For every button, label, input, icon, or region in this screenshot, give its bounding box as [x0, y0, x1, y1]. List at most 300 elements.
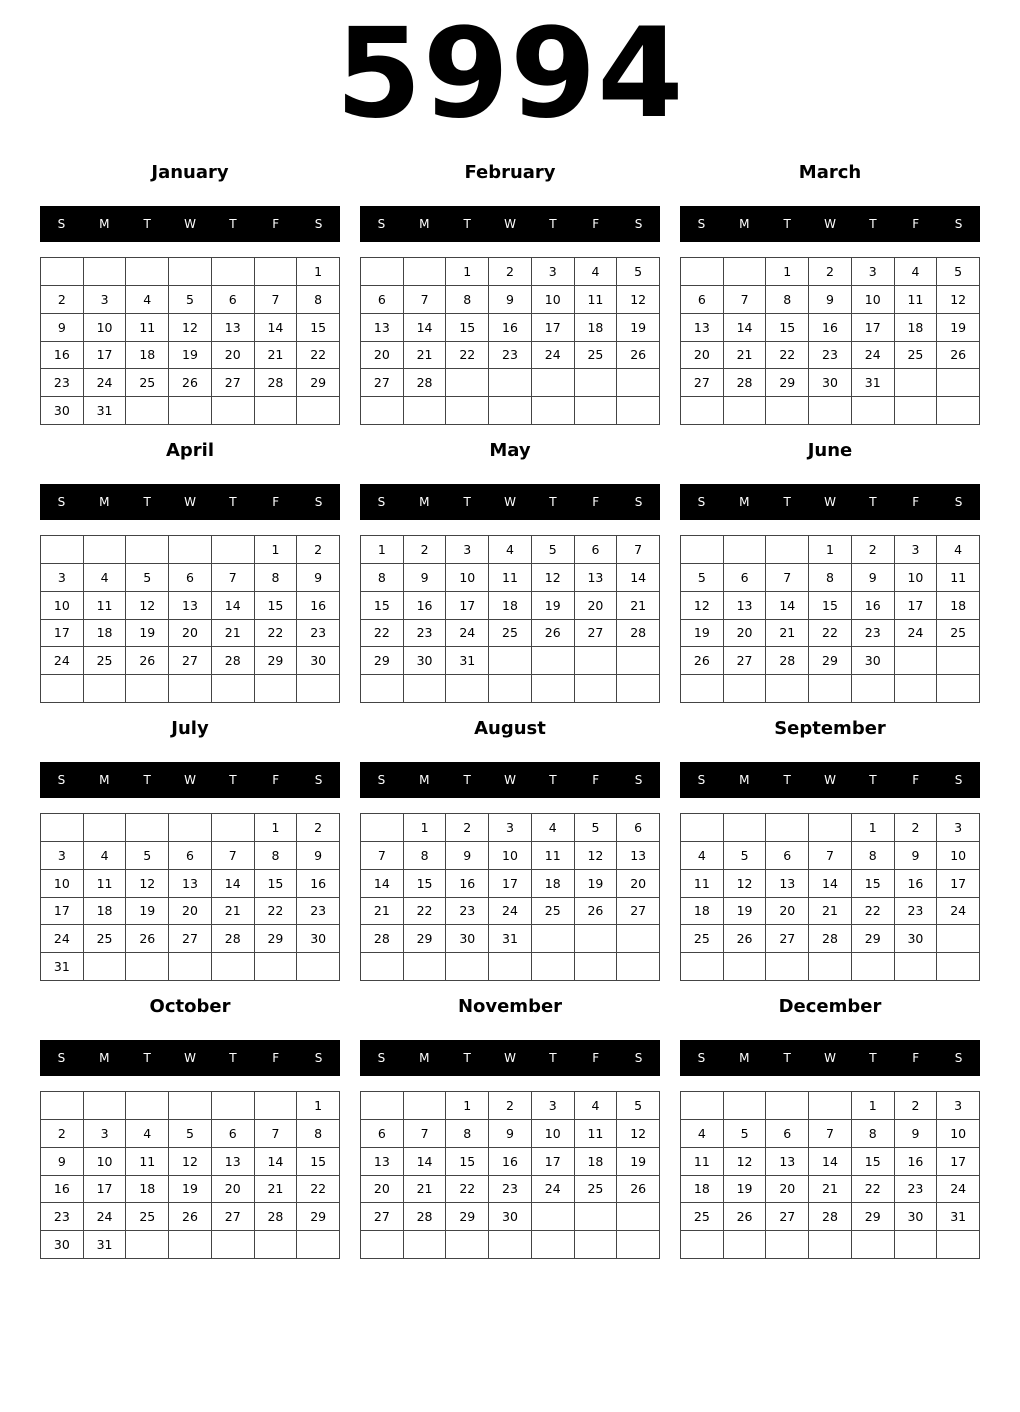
day-cell: 22 — [404, 898, 447, 926]
day-cell — [41, 675, 84, 703]
day-cell: 6 — [361, 1120, 404, 1148]
day-cell: 24 — [41, 925, 84, 953]
day-cell — [489, 647, 532, 675]
day-cell — [575, 647, 618, 675]
day-cell: 3 — [532, 1092, 575, 1120]
weekday-label: S — [634, 773, 643, 787]
day-cell: 9 — [489, 1120, 532, 1148]
day-cell — [126, 397, 169, 425]
day-cell: 14 — [809, 1148, 852, 1176]
day-cell: 10 — [489, 842, 532, 870]
day-cell: 18 — [84, 898, 127, 926]
day-cell: 9 — [41, 314, 84, 342]
day-cell: 26 — [169, 369, 212, 397]
day-cell — [724, 814, 767, 842]
day-cell: 27 — [212, 1203, 255, 1231]
day-cell — [532, 647, 575, 675]
weekday-label: T — [229, 1051, 237, 1065]
day-cell: 4 — [532, 814, 575, 842]
day-cell: 27 — [766, 925, 809, 953]
month-name: May — [489, 440, 531, 461]
day-cell: 26 — [681, 647, 724, 675]
day-cell: 5 — [575, 814, 618, 842]
day-cell: 31 — [41, 953, 84, 981]
day-cell — [724, 675, 767, 703]
weekday-label: S — [697, 773, 706, 787]
day-cell: 2 — [297, 536, 340, 564]
day-cell — [255, 397, 298, 425]
day-cell — [852, 397, 895, 425]
day-cell: 6 — [766, 842, 809, 870]
weekday-label: T — [869, 217, 877, 231]
day-cell: 27 — [212, 369, 255, 397]
day-cell: 18 — [575, 1148, 618, 1176]
day-cell: 19 — [126, 898, 169, 926]
day-cell: 1 — [255, 536, 298, 564]
day-cell — [617, 369, 660, 397]
day-cell — [766, 1231, 809, 1259]
day-cell: 18 — [681, 1176, 724, 1204]
day-cell: 19 — [937, 314, 980, 342]
month-name: April — [165, 440, 215, 461]
day-cell — [617, 675, 660, 703]
day-cell: 14 — [361, 870, 404, 898]
weekday-label: W — [184, 1051, 196, 1065]
day-cell: 1 — [297, 258, 340, 286]
day-cell: 23 — [895, 1176, 938, 1204]
day-grid — [680, 813, 980, 981]
day-cell: 11 — [126, 1148, 169, 1176]
day-cell: 21 — [404, 1176, 447, 1204]
day-cell: 16 — [895, 1148, 938, 1176]
day-cell: 27 — [169, 647, 212, 675]
day-cell: 18 — [937, 592, 980, 620]
day-cell: 9 — [297, 564, 340, 592]
day-cell — [766, 536, 809, 564]
day-cell: 10 — [895, 564, 938, 592]
day-cell — [84, 814, 127, 842]
day-cell — [937, 925, 980, 953]
weekday-label: F — [272, 217, 280, 231]
day-cell: 12 — [575, 842, 618, 870]
weekday-label: T — [143, 217, 151, 231]
weekday-label: W — [824, 495, 836, 509]
day-cell — [895, 675, 938, 703]
day-cell: 3 — [937, 814, 980, 842]
day-cell: 11 — [532, 842, 575, 870]
day-cell: 2 — [489, 1092, 532, 1120]
day-cell: 11 — [84, 870, 127, 898]
day-cell: 3 — [41, 842, 84, 870]
day-cell: 16 — [41, 342, 84, 370]
day-cell: 20 — [766, 898, 809, 926]
weekday-label: S — [377, 495, 386, 509]
day-cell — [169, 258, 212, 286]
weekday-label: T — [229, 217, 237, 231]
day-cell — [489, 1231, 532, 1259]
day-cell: 16 — [41, 1176, 84, 1204]
weekday-label: M — [99, 217, 110, 231]
day-cell: 10 — [41, 870, 84, 898]
day-cell: 22 — [255, 620, 298, 648]
day-cell: 11 — [489, 564, 532, 592]
day-cell: 2 — [895, 1092, 938, 1120]
weekday-label: W — [184, 217, 196, 231]
day-cell: 22 — [297, 1176, 340, 1204]
weekday-header — [680, 484, 980, 520]
day-cell: 19 — [169, 1176, 212, 1204]
day-cell: 13 — [169, 592, 212, 620]
weekday-label: F — [912, 217, 920, 231]
weekday-label: W — [504, 495, 516, 509]
day-cell — [212, 1231, 255, 1259]
day-cell: 2 — [809, 258, 852, 286]
day-cell: 25 — [84, 647, 127, 675]
day-cell: 1 — [766, 258, 809, 286]
day-cell — [84, 1092, 127, 1120]
day-cell — [212, 258, 255, 286]
day-cell: 20 — [212, 1176, 255, 1204]
weekday-label: T — [783, 495, 791, 509]
day-cell: 11 — [681, 870, 724, 898]
weekday-header — [40, 484, 340, 520]
day-cell — [681, 953, 724, 981]
day-cell: 7 — [212, 842, 255, 870]
day-cell: 29 — [297, 1203, 340, 1231]
day-cell: 19 — [724, 898, 767, 926]
day-cell: 22 — [852, 1176, 895, 1204]
weekday-header — [360, 484, 660, 520]
month-name: February — [464, 162, 556, 183]
weekday-label: S — [314, 1051, 323, 1065]
day-cell: 26 — [126, 925, 169, 953]
day-cell: 22 — [446, 342, 489, 370]
day-cell: 17 — [84, 342, 127, 370]
day-cell — [617, 1203, 660, 1231]
day-grid — [40, 1091, 340, 1259]
day-cell: 6 — [361, 286, 404, 314]
day-cell — [532, 1231, 575, 1259]
day-cell: 7 — [212, 564, 255, 592]
day-cell — [724, 953, 767, 981]
day-cell: 29 — [255, 925, 298, 953]
weekday-label: F — [912, 495, 920, 509]
day-cell: 29 — [297, 369, 340, 397]
day-cell: 11 — [575, 286, 618, 314]
weekday-label: S — [954, 495, 963, 509]
day-cell: 4 — [126, 1120, 169, 1148]
day-grid — [360, 813, 660, 981]
day-cell — [575, 397, 618, 425]
day-cell: 7 — [255, 286, 298, 314]
day-cell: 4 — [575, 1092, 618, 1120]
weekday-label: T — [549, 773, 557, 787]
day-cell: 30 — [41, 397, 84, 425]
weekday-label: T — [463, 1051, 471, 1065]
weekday-label: W — [184, 773, 196, 787]
day-cell — [532, 1203, 575, 1231]
day-cell: 11 — [895, 286, 938, 314]
day-cell — [212, 953, 255, 981]
day-cell: 28 — [809, 925, 852, 953]
day-cell: 29 — [766, 369, 809, 397]
day-cell — [895, 953, 938, 981]
day-grid — [40, 813, 340, 981]
day-cell: 6 — [617, 814, 660, 842]
day-grid — [40, 535, 340, 703]
day-cell — [84, 536, 127, 564]
weekday-label: F — [592, 773, 600, 787]
day-cell — [361, 1092, 404, 1120]
day-cell: 5 — [617, 1092, 660, 1120]
day-cell: 25 — [126, 369, 169, 397]
day-cell: 18 — [126, 1176, 169, 1204]
day-cell: 10 — [937, 842, 980, 870]
day-cell: 1 — [809, 536, 852, 564]
day-cell — [617, 953, 660, 981]
day-cell — [84, 953, 127, 981]
day-cell: 13 — [361, 1148, 404, 1176]
day-cell: 28 — [404, 369, 447, 397]
day-cell: 26 — [724, 925, 767, 953]
weekday-label: M — [739, 1051, 750, 1065]
day-cell: 11 — [84, 592, 127, 620]
day-cell: 7 — [766, 564, 809, 592]
day-cell: 3 — [852, 258, 895, 286]
day-cell — [489, 369, 532, 397]
day-cell: 21 — [212, 620, 255, 648]
weekday-label: T — [463, 217, 471, 231]
day-cell: 3 — [41, 564, 84, 592]
day-cell — [169, 675, 212, 703]
day-cell: 1 — [361, 536, 404, 564]
day-cell — [852, 953, 895, 981]
day-cell: 30 — [895, 1203, 938, 1231]
day-cell: 13 — [169, 870, 212, 898]
day-cell: 31 — [84, 1231, 127, 1259]
day-cell: 2 — [41, 286, 84, 314]
weekday-label: W — [504, 773, 516, 787]
day-cell: 29 — [809, 647, 852, 675]
day-cell: 5 — [126, 842, 169, 870]
day-cell: 6 — [169, 564, 212, 592]
day-cell: 12 — [724, 1148, 767, 1176]
day-grid — [680, 257, 980, 425]
day-cell: 27 — [575, 620, 618, 648]
day-cell: 25 — [681, 1203, 724, 1231]
weekday-label: S — [57, 217, 66, 231]
day-cell — [446, 369, 489, 397]
day-cell — [575, 675, 618, 703]
day-cell: 1 — [404, 814, 447, 842]
day-cell: 15 — [852, 1148, 895, 1176]
day-cell — [169, 814, 212, 842]
day-cell — [404, 675, 447, 703]
day-cell: 6 — [724, 564, 767, 592]
day-cell — [212, 536, 255, 564]
day-cell: 11 — [126, 314, 169, 342]
day-cell: 8 — [404, 842, 447, 870]
day-cell: 21 — [809, 1176, 852, 1204]
day-cell: 25 — [575, 342, 618, 370]
day-cell: 2 — [297, 814, 340, 842]
day-cell: 1 — [255, 814, 298, 842]
day-cell — [297, 1231, 340, 1259]
weekday-label: M — [99, 495, 110, 509]
day-cell: 26 — [617, 342, 660, 370]
day-cell: 16 — [297, 870, 340, 898]
day-cell: 22 — [446, 1176, 489, 1204]
day-cell: 25 — [489, 620, 532, 648]
weekday-label: F — [592, 495, 600, 509]
day-cell: 6 — [575, 536, 618, 564]
day-cell — [724, 258, 767, 286]
day-cell: 16 — [446, 870, 489, 898]
weekday-label: S — [57, 1051, 66, 1065]
day-cell: 4 — [937, 536, 980, 564]
day-cell — [446, 397, 489, 425]
day-cell: 31 — [446, 647, 489, 675]
day-cell — [169, 536, 212, 564]
day-cell: 3 — [937, 1092, 980, 1120]
day-cell: 27 — [766, 1203, 809, 1231]
day-cell: 21 — [361, 898, 404, 926]
day-cell: 12 — [617, 1120, 660, 1148]
day-cell — [766, 1092, 809, 1120]
day-cell: 4 — [489, 536, 532, 564]
day-cell — [937, 953, 980, 981]
weekday-header — [360, 206, 660, 242]
day-cell: 9 — [297, 842, 340, 870]
day-cell: 6 — [169, 842, 212, 870]
day-cell: 24 — [446, 620, 489, 648]
day-cell: 3 — [532, 258, 575, 286]
day-cell: 3 — [84, 1120, 127, 1148]
day-cell: 26 — [169, 1203, 212, 1231]
day-cell: 28 — [361, 925, 404, 953]
day-cell: 23 — [41, 369, 84, 397]
day-cell — [895, 369, 938, 397]
day-cell: 12 — [169, 1148, 212, 1176]
day-cell — [766, 814, 809, 842]
day-cell: 17 — [446, 592, 489, 620]
weekday-label: S — [377, 217, 386, 231]
day-cell: 26 — [532, 620, 575, 648]
day-cell: 31 — [84, 397, 127, 425]
weekday-label: S — [377, 1051, 386, 1065]
day-cell — [126, 814, 169, 842]
weekday-label: T — [229, 495, 237, 509]
day-cell: 12 — [126, 592, 169, 620]
day-cell: 30 — [895, 925, 938, 953]
day-cell: 27 — [617, 898, 660, 926]
day-cell: 20 — [575, 592, 618, 620]
day-cell: 28 — [255, 1203, 298, 1231]
day-cell: 15 — [404, 870, 447, 898]
day-cell: 21 — [212, 898, 255, 926]
day-cell: 31 — [852, 369, 895, 397]
day-cell: 30 — [404, 647, 447, 675]
day-cell — [361, 258, 404, 286]
day-cell: 25 — [532, 898, 575, 926]
day-cell — [41, 536, 84, 564]
day-cell — [489, 397, 532, 425]
day-cell — [297, 953, 340, 981]
day-cell: 4 — [681, 842, 724, 870]
day-cell: 5 — [532, 536, 575, 564]
day-cell: 7 — [617, 536, 660, 564]
day-cell: 11 — [681, 1148, 724, 1176]
day-cell: 23 — [297, 898, 340, 926]
day-cell: 24 — [895, 620, 938, 648]
day-cell: 24 — [937, 1176, 980, 1204]
day-cell: 21 — [766, 620, 809, 648]
day-cell: 25 — [937, 620, 980, 648]
weekday-label: M — [739, 217, 750, 231]
day-cell: 13 — [766, 1148, 809, 1176]
day-cell: 3 — [489, 814, 532, 842]
day-cell: 30 — [446, 925, 489, 953]
day-cell: 9 — [41, 1148, 84, 1176]
day-cell — [575, 1231, 618, 1259]
day-cell: 14 — [404, 1148, 447, 1176]
day-cell — [681, 536, 724, 564]
day-cell: 5 — [169, 286, 212, 314]
day-cell: 13 — [681, 314, 724, 342]
day-cell: 7 — [404, 1120, 447, 1148]
day-cell — [809, 953, 852, 981]
day-cell: 8 — [852, 842, 895, 870]
day-cell: 6 — [212, 286, 255, 314]
day-cell — [617, 925, 660, 953]
weekday-label: S — [314, 495, 323, 509]
day-cell: 11 — [937, 564, 980, 592]
weekday-label: M — [739, 773, 750, 787]
day-cell: 4 — [575, 258, 618, 286]
day-cell: 28 — [617, 620, 660, 648]
day-cell — [361, 675, 404, 703]
day-cell: 12 — [169, 314, 212, 342]
day-cell: 19 — [617, 314, 660, 342]
day-cell: 31 — [489, 925, 532, 953]
day-cell: 10 — [532, 1120, 575, 1148]
weekday-header — [360, 762, 660, 798]
day-cell: 8 — [297, 1120, 340, 1148]
weekday-label: T — [143, 1051, 151, 1065]
weekday-label: T — [783, 217, 791, 231]
day-cell — [255, 258, 298, 286]
day-cell: 12 — [617, 286, 660, 314]
day-cell: 14 — [404, 314, 447, 342]
weekday-label: S — [377, 773, 386, 787]
day-cell — [766, 953, 809, 981]
weekday-header — [360, 1040, 660, 1076]
day-cell — [404, 1231, 447, 1259]
day-cell: 17 — [84, 1176, 127, 1204]
weekday-label: T — [549, 217, 557, 231]
day-cell: 30 — [41, 1231, 84, 1259]
day-cell: 13 — [724, 592, 767, 620]
day-cell: 8 — [361, 564, 404, 592]
day-cell: 23 — [489, 342, 532, 370]
day-cell: 16 — [895, 870, 938, 898]
weekday-label: M — [419, 495, 430, 509]
day-cell: 27 — [169, 925, 212, 953]
day-cell: 27 — [361, 1203, 404, 1231]
day-cell — [297, 675, 340, 703]
day-cell: 30 — [489, 1203, 532, 1231]
day-cell — [575, 1203, 618, 1231]
